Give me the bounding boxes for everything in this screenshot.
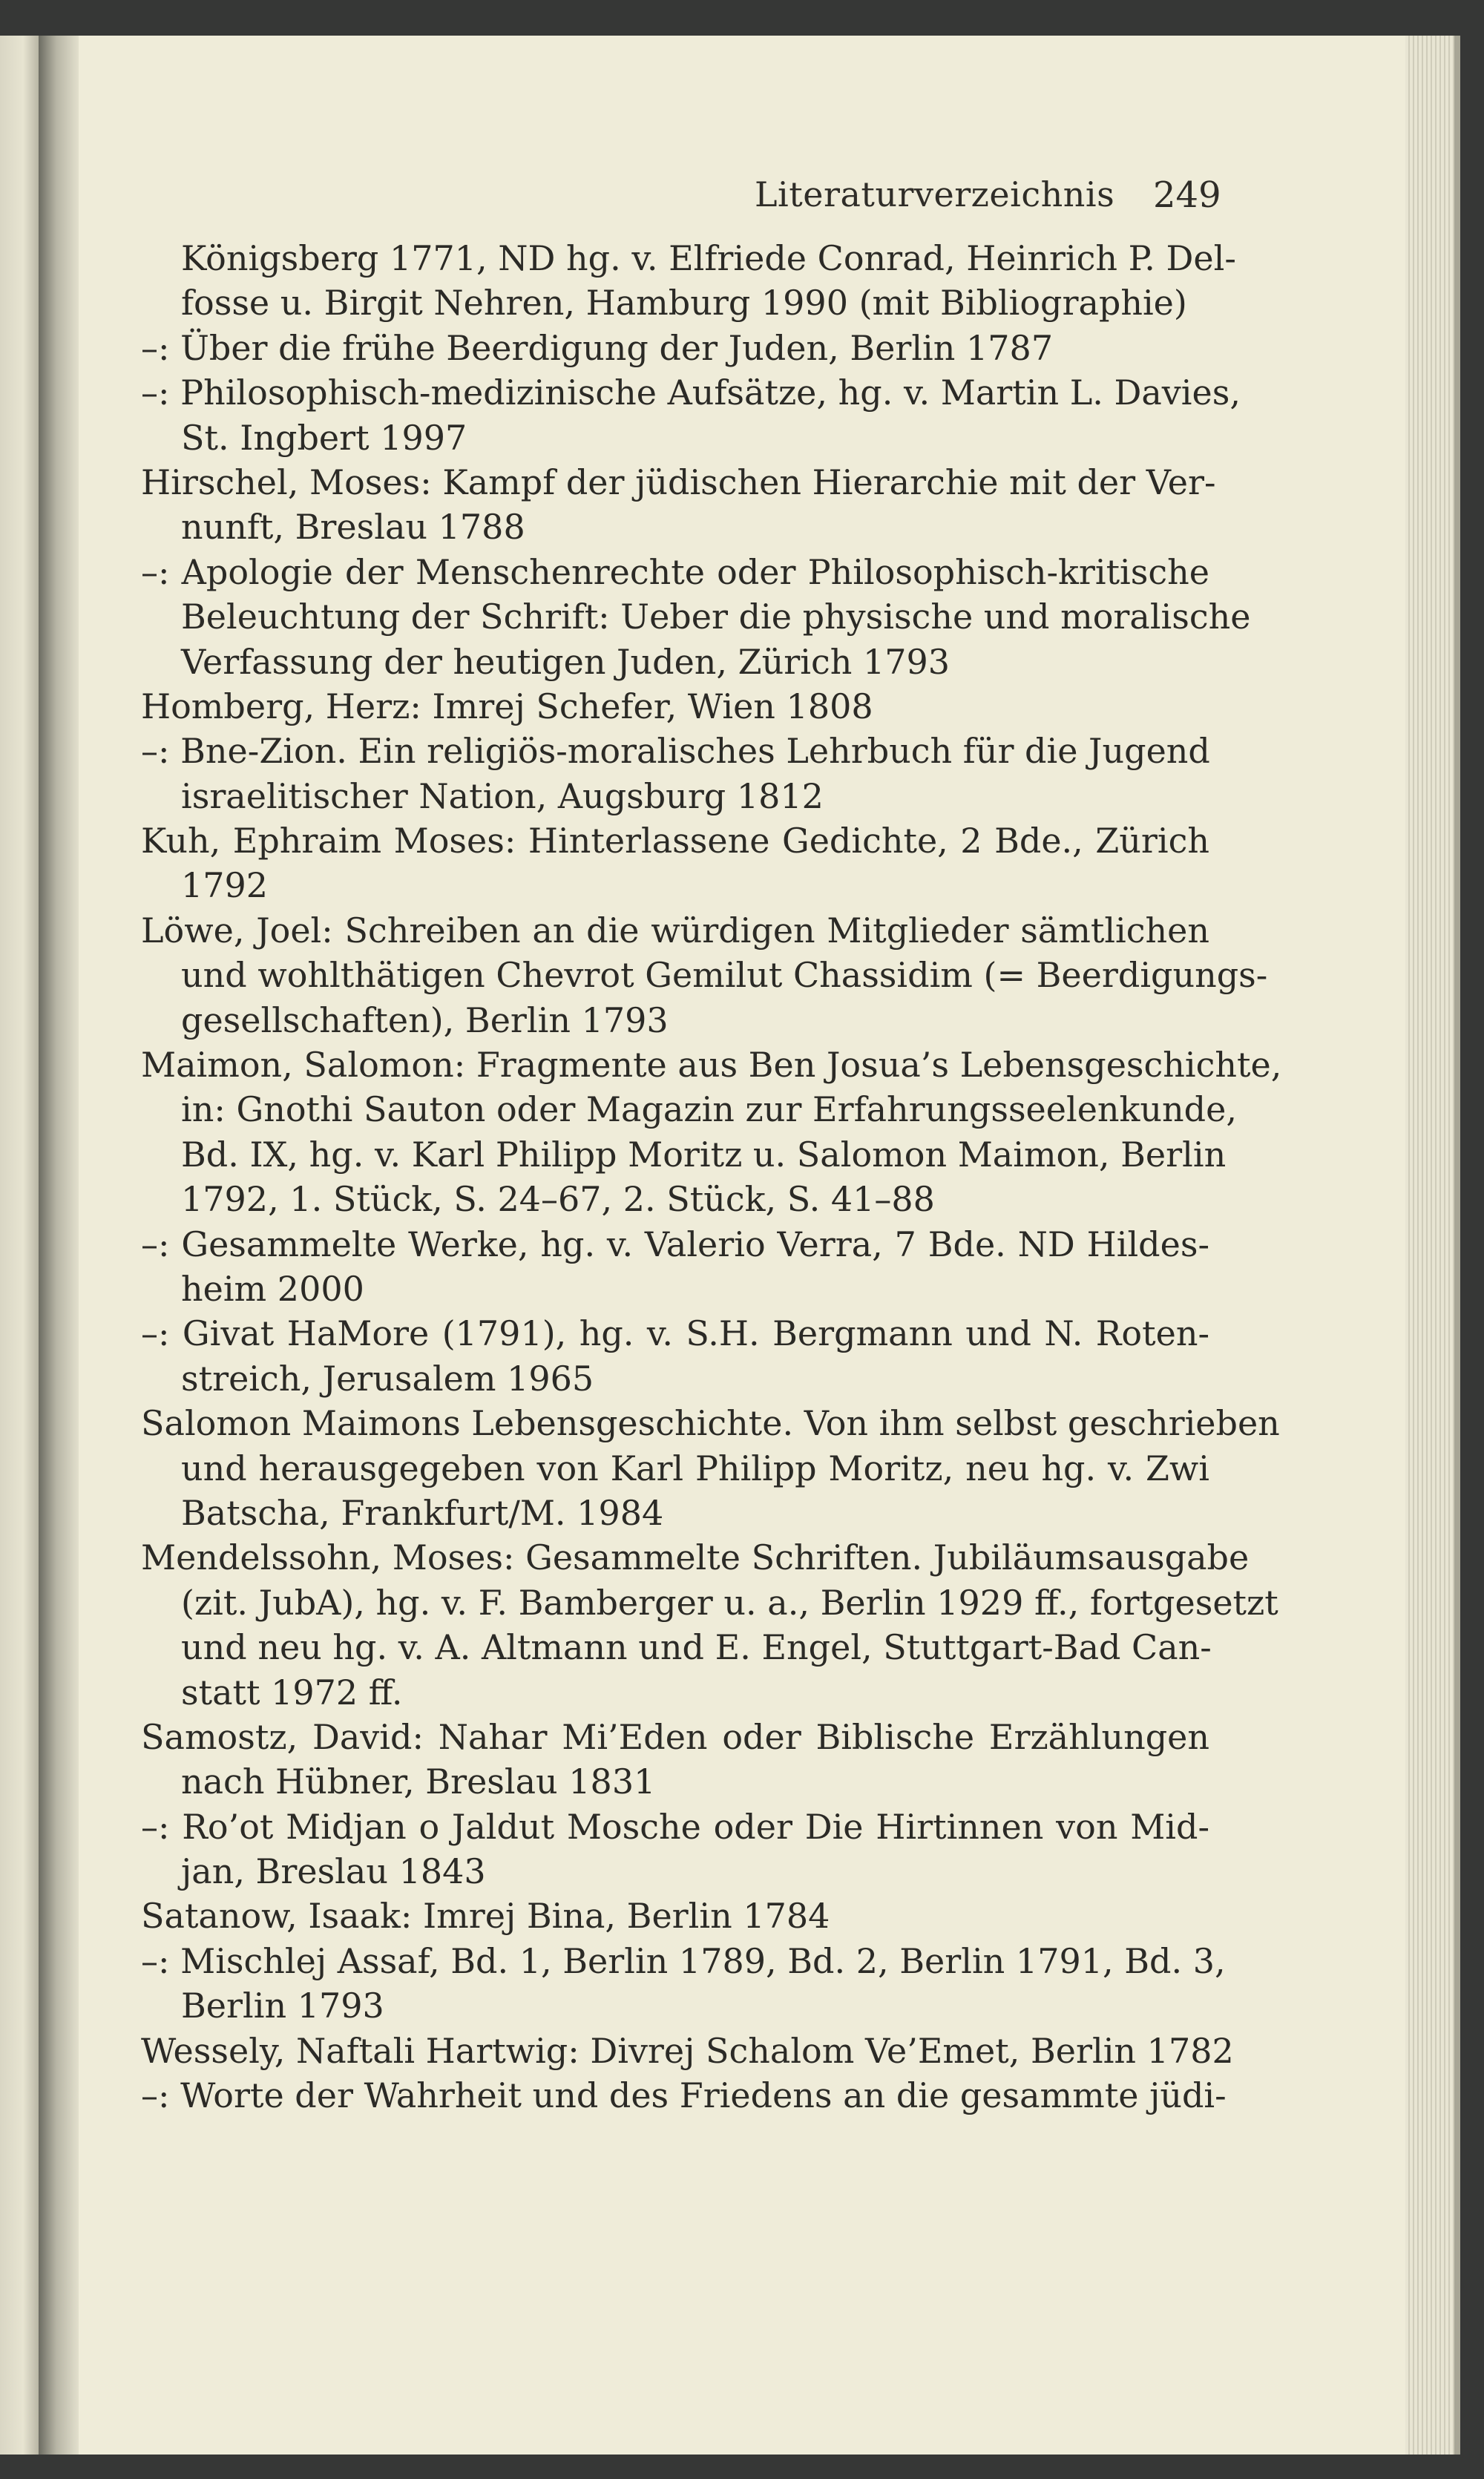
bibliography-line-text: –: Gesammelte Werke, hg. v. Valerio Verra, 7 Bde. ND Hildes- <box>141 1224 1209 1264</box>
bibliography-line <box>141 2073 1227 2118</box>
bibliography-line <box>141 729 1209 773</box>
bibliography-line <box>141 1491 1209 1535</box>
bibliography-line <box>141 236 1236 280</box>
bibliography-line-text: Wessely, Naftali Hartwig: Divrej Schalom Ve’Emet, Berlin 1782 <box>141 2030 1234 2071</box>
bibliography-line <box>141 1983 1209 2028</box>
bibliography-line <box>141 505 1209 549</box>
page-number: 249 <box>1153 174 1221 216</box>
bibliography-line-text: Salomon Maimons Lebensgeschichte. Von ihm selbst geschrieben <box>141 1403 1280 1444</box>
bibliography-line-text: Hirschel, Moses: Kampf der jüdischen Hierarchie mit der Ver- <box>141 462 1216 502</box>
running-head-title: Literaturverzeichnis <box>755 174 1115 214</box>
bibliography-line-text: und neu hg. v. A. Altmann und E. Engel, Stuttgart-Bad Can- <box>181 1627 1212 1668</box>
gutter-shadow <box>39 36 83 2455</box>
facing-page-edge <box>0 36 39 2455</box>
bibliography-line-text: nunft, Breslau 1788 <box>181 507 525 548</box>
bibliography-line-text: –: Ro’ot Midjan o Jaldut Mosche oder Die Hirtinnen von Mid- <box>141 1806 1209 1847</box>
bibliography-line-text: Beleuchtung der Schrift: Ueber die physische und moralische <box>181 597 1251 637</box>
bibliography-line-text: –: Bne-Zion. Ein religiös-moralisches Lehrbuch für die Jugend <box>141 731 1210 772</box>
bibliography-line <box>141 908 1209 953</box>
bibliography-line-text: Bd. IX, hg. v. Karl Philipp Moritz u. Salomon Maimon, Berlin <box>181 1134 1227 1175</box>
bibliography-line-text: Verfassung der heutigen Juden, Zürich 1793 <box>181 641 951 682</box>
bibliography-line <box>141 1759 1209 1804</box>
bibliography-line <box>141 594 1251 639</box>
bibliography-line-text: Satanow, Isaak: Imrej Bina, Berlin 1784 <box>141 1896 830 1937</box>
bibliography-line-text: und wohlthätigen Chevrot Gemilut Chassidim (= Beerdigungs- <box>181 955 1268 996</box>
bibliography-line <box>141 1939 1226 1983</box>
bibliography-line <box>141 1715 1209 1759</box>
bibliography-line-text: –: Givat HaMore (1791), hg. v. S.H. Bergmann und N. Roten- <box>141 1313 1209 1354</box>
bibliography-line-text: Kuh, Ephraim Moses: Hinterlassene Gedichte, 2 Bde., Zürich <box>141 821 1209 861</box>
bibliography-line <box>141 416 1209 460</box>
bibliography-line-text: –: Apologie der Menschenrechte oder Philosophisch-kritische <box>141 551 1209 592</box>
bibliography-line-text: (zit. JubA), hg. v. F. Bamberger u. a., Berlin 1929 ff., fortgesetzt <box>181 1582 1278 1623</box>
bibliography-line-text: Berlin 1793 <box>181 1986 384 2026</box>
bibliography-line <box>141 863 1209 907</box>
bibliography-line-text: Samostz, David: Nahar Mi’Eden oder Biblische Erzählungen <box>141 1716 1209 1757</box>
bibliography-line-text: 1792, 1. Stück, S. 24–67, 2. Stück, S. 41–88 <box>181 1179 935 1220</box>
page-stack-shade <box>1454 36 1460 2455</box>
bibliography-line <box>141 326 1209 370</box>
bibliography-line-text: –: Philosophisch-medizinische Aufsätze, hg. v. Martin L. Davies, <box>141 372 1241 413</box>
bibliography-line <box>141 1132 1227 1177</box>
bibliography-line-text: israelitischer Nation, Augsburg 1812 <box>181 775 824 816</box>
bibliography-line <box>141 460 1216 505</box>
bibliography-line-text: Königsberg 1771, ND hg. v. Elfriede Conrad, Heinrich P. Del- <box>181 238 1236 278</box>
bibliography-line-text: streich, Jerusalem 1965 <box>181 1358 594 1399</box>
bibliography-line <box>141 1446 1209 1491</box>
bibliography-line-text: in: Gnothi Sauton oder Magazin zur Erfahrungsseelenkunde, <box>181 1089 1237 1130</box>
bibliography-line <box>141 640 1209 684</box>
bibliography-line <box>141 953 1268 997</box>
bibliography-line-text: Maimon, Salomon: Fragmente aus Ben Josua’s Lebensgeschichte, <box>141 1045 1282 1086</box>
bibliography-line-text: nach Hübner, Breslau 1831 <box>181 1761 656 1802</box>
bibliography-line <box>141 370 1241 415</box>
bibliography-line <box>141 1087 1237 1132</box>
bibliography-line-text: –: Worte der Wahrheit und des Friedens an die gesammte jüdi- <box>141 2075 1227 2116</box>
bibliography-line-text: und herausgegeben von Karl Philipp Moritz, neu hg. v. Zwi <box>181 1448 1209 1488</box>
bibliography-text <box>141 236 1282 2118</box>
bibliography-line <box>141 1625 1212 1669</box>
bibliography-line <box>141 998 1209 1043</box>
bibliography-line <box>141 2029 1234 2073</box>
bibliography-line-text: gesellschaften), Berlin 1793 <box>181 999 669 1040</box>
bibliography-line-text: –: Mischlej Assaf, Bd. 1, Berlin 1789, Bd. 2, Berlin 1791, Bd. 3, <box>141 1940 1226 1981</box>
bibliography-line-text: Löwe, Joel: Schreiben an die würdigen Mitglieder sämtlichen <box>141 910 1209 950</box>
bibliography-line <box>141 1043 1282 1087</box>
bibliography-line <box>141 774 1209 818</box>
bibliography-line <box>141 1535 1250 1580</box>
bibliography-line <box>141 1894 1209 1938</box>
bibliography-line <box>141 1849 1209 1894</box>
bibliography-line-text: St. Ingbert 1997 <box>181 417 467 458</box>
bibliography-line-text: fosse u. Birgit Nehren, Hamburg 1990 (mit Bibliographie) <box>181 283 1187 324</box>
bibliography-line <box>141 1805 1209 1849</box>
page-stack-edges <box>1405 36 1454 2455</box>
bibliography-line-text: Batscha, Frankfurt/M. 1984 <box>181 1492 664 1533</box>
bibliography-line <box>141 1356 1209 1401</box>
bibliography-line-text: Homberg, Herz: Imrej Schefer, Wien 1808 <box>141 686 873 726</box>
bibliography-line <box>141 1267 1209 1311</box>
bibliography-line-text: jan, Breslau 1843 <box>181 1851 486 1892</box>
bibliography-line-text: Mendelssohn, Moses: Gesammelte Schriften. Jubiläumsausgabe <box>141 1537 1250 1578</box>
bibliography-line <box>141 1580 1278 1625</box>
bibliography-line <box>141 818 1209 863</box>
bibliography-line <box>141 1222 1209 1267</box>
bibliography-line <box>141 1311 1209 1356</box>
bibliography-line-text: –: Über die frühe Beerdigung der Juden, Berlin 1787 <box>141 327 1054 368</box>
bibliography-line <box>141 1177 1209 1221</box>
bibliography-line <box>141 280 1209 325</box>
bibliography-line-text: 1792 <box>181 865 269 906</box>
bibliography-line <box>141 1670 1209 1715</box>
bibliography-line-text: heim 2000 <box>181 1268 364 1309</box>
bibliography-line <box>141 1401 1280 1445</box>
bibliography-line <box>141 684 1209 729</box>
bibliography-line-text: statt 1972 ff. <box>181 1672 403 1713</box>
bibliography-line <box>141 550 1209 594</box>
